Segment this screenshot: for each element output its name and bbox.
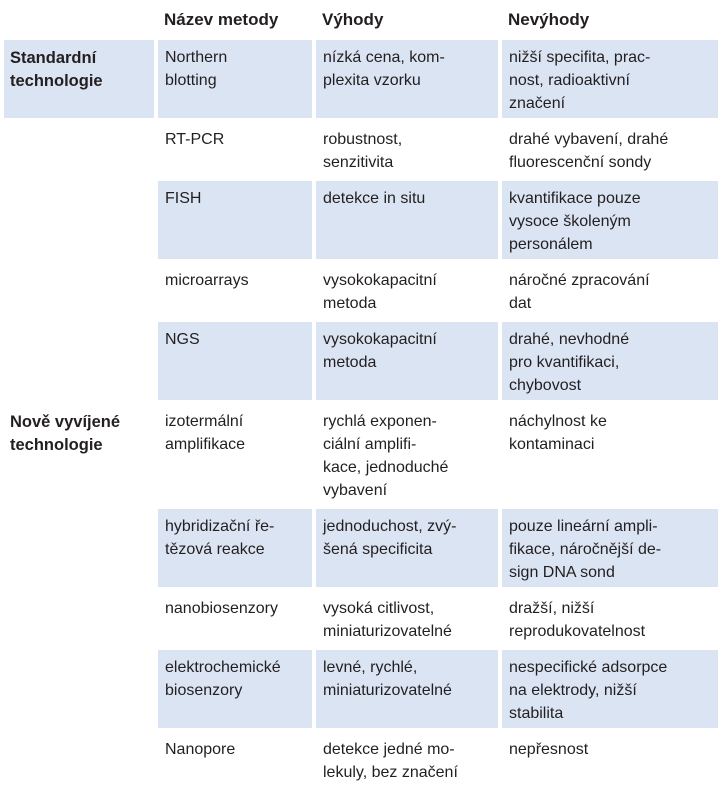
cell-line: FISH <box>165 190 202 207</box>
cell-line: kace, jednoduché <box>323 459 449 476</box>
group-label-line: technologie <box>10 435 103 454</box>
cell-line: vysokokapacitní <box>323 331 437 348</box>
cell-line: izotermální <box>165 413 244 430</box>
cell-line: elektrochemické <box>165 659 281 676</box>
disadvantages-cell <box>502 40 718 118</box>
header-disadvantages: Nevýhody <box>508 10 590 29</box>
disadvantages-cell <box>502 122 718 177</box>
method-cell <box>158 650 312 728</box>
advantages-cell <box>316 181 498 259</box>
method-cell <box>158 591 312 646</box>
cell-line: pro kvantifikaci, <box>509 354 620 371</box>
cell-line: metoda <box>323 354 377 371</box>
cell-line: na elektrody, nižší <box>509 682 637 699</box>
cell-line: náročné zpracování <box>509 272 650 289</box>
cell-line: microarrays <box>165 272 249 289</box>
cell-line: RT-PCR <box>165 131 225 148</box>
method-cell <box>158 263 312 318</box>
cell-line: kvantifikace pouze <box>509 190 641 207</box>
cell-line: NGS <box>165 331 200 348</box>
disadvantages-cell <box>502 591 718 646</box>
cell-line: metoda <box>323 295 377 312</box>
disadvantages-cell <box>502 509 718 587</box>
header-method-name: Název metody <box>164 10 279 29</box>
method-cell <box>158 40 312 118</box>
cell-line: plexita vzorku <box>323 72 421 89</box>
cell-line: nízká cena, kom- <box>323 49 445 66</box>
cell-line: miniaturizovatelné <box>323 623 452 640</box>
cell-line: chybovost <box>509 377 582 394</box>
cell-line: značení <box>509 95 566 112</box>
cell-line: tězová reakce <box>165 541 265 558</box>
cell-line: senzitivita <box>323 154 394 171</box>
cell-line: levné, rychlé, <box>323 659 418 676</box>
method-cell <box>158 404 312 505</box>
cell-line: nost, radioaktivní <box>509 72 630 89</box>
cell-line: vysokokapacitní <box>323 272 437 289</box>
cell-line: kontaminaci <box>509 436 595 453</box>
cell-line: nanobiosenzory <box>165 600 278 617</box>
cell-line: dražší, nižší <box>509 600 595 617</box>
header-advantages: Výhody <box>322 10 384 29</box>
advantages-cell <box>316 263 498 318</box>
cell-line: nepřesnost <box>509 741 589 758</box>
group-label-line: technologie <box>10 71 103 90</box>
cell-line: vysoká citlivost, <box>323 600 435 617</box>
cell-line: drahé, nevhodné <box>509 331 630 348</box>
cell-line: pouze lineární ampli- <box>509 518 658 535</box>
advantages-cell <box>316 122 498 177</box>
method-cell <box>158 122 312 177</box>
disadvantages-cell <box>502 181 718 259</box>
cell-line: fluorescenční sondy <box>509 154 652 171</box>
cell-line: biosenzory <box>165 682 243 699</box>
disadvantages-cell <box>502 404 718 505</box>
method-cell <box>158 509 312 587</box>
cell-line: vybavení <box>323 482 388 499</box>
group-label-line: Nově vyvíjené <box>10 413 121 431</box>
cell-line: náchylnost ke <box>509 413 607 430</box>
disadvantages-cell <box>502 650 718 728</box>
cell-line: Northern <box>165 49 228 66</box>
cell-line: rychlá exponen- <box>323 413 437 430</box>
group-label <box>4 404 154 505</box>
advantages-cell <box>316 591 498 646</box>
cell-line: ciální amplifi- <box>323 436 417 453</box>
cell-line: detekce in situ <box>323 190 426 207</box>
method-cell <box>158 181 312 259</box>
disadvantages-cell <box>502 322 718 400</box>
method-cell <box>158 732 312 792</box>
cell-line: jednoduchost, zvý- <box>323 518 457 535</box>
cell-line: miniaturizovatelné <box>323 682 452 699</box>
advantages-cell <box>316 650 498 728</box>
cell-line: nespecifické adsorpce <box>509 659 668 676</box>
cell-line: amplifikace <box>165 436 246 453</box>
group-label <box>4 40 154 118</box>
advantages-cell <box>316 732 498 792</box>
cell-line: hybridizační ře- <box>165 518 275 535</box>
cell-line: nižší specifita, prac- <box>509 49 651 66</box>
cell-line: stabilita <box>509 705 564 722</box>
cell-line: drahé vybavení, drahé <box>509 131 669 148</box>
cell-line: vysoce školeným <box>509 213 631 230</box>
cell-line: detekce jedné mo- <box>323 741 455 758</box>
cell-line: blotting <box>165 72 217 89</box>
advantages-cell <box>316 509 498 587</box>
advantages-cell <box>316 322 498 400</box>
cell-line: Nanopore <box>165 741 236 758</box>
cell-line: robustnost, <box>323 131 403 148</box>
cell-line: fikace, náročnější de- <box>509 541 662 558</box>
advantages-cell <box>316 404 498 505</box>
advantages-cell <box>316 40 498 118</box>
cell-line: sign DNA sond <box>509 564 615 581</box>
cell-line: reprodukovatelnost <box>509 623 646 640</box>
cell-line: lekuly, bez značení <box>323 764 458 781</box>
cell-line: šená specificita <box>323 541 433 558</box>
cell-line: dat <box>509 295 532 312</box>
method-cell <box>158 322 312 400</box>
cell-line: personálem <box>509 236 593 253</box>
disadvantages-cell <box>502 732 718 792</box>
disadvantages-cell <box>502 263 718 318</box>
group-label-line: Standardní <box>10 49 97 67</box>
